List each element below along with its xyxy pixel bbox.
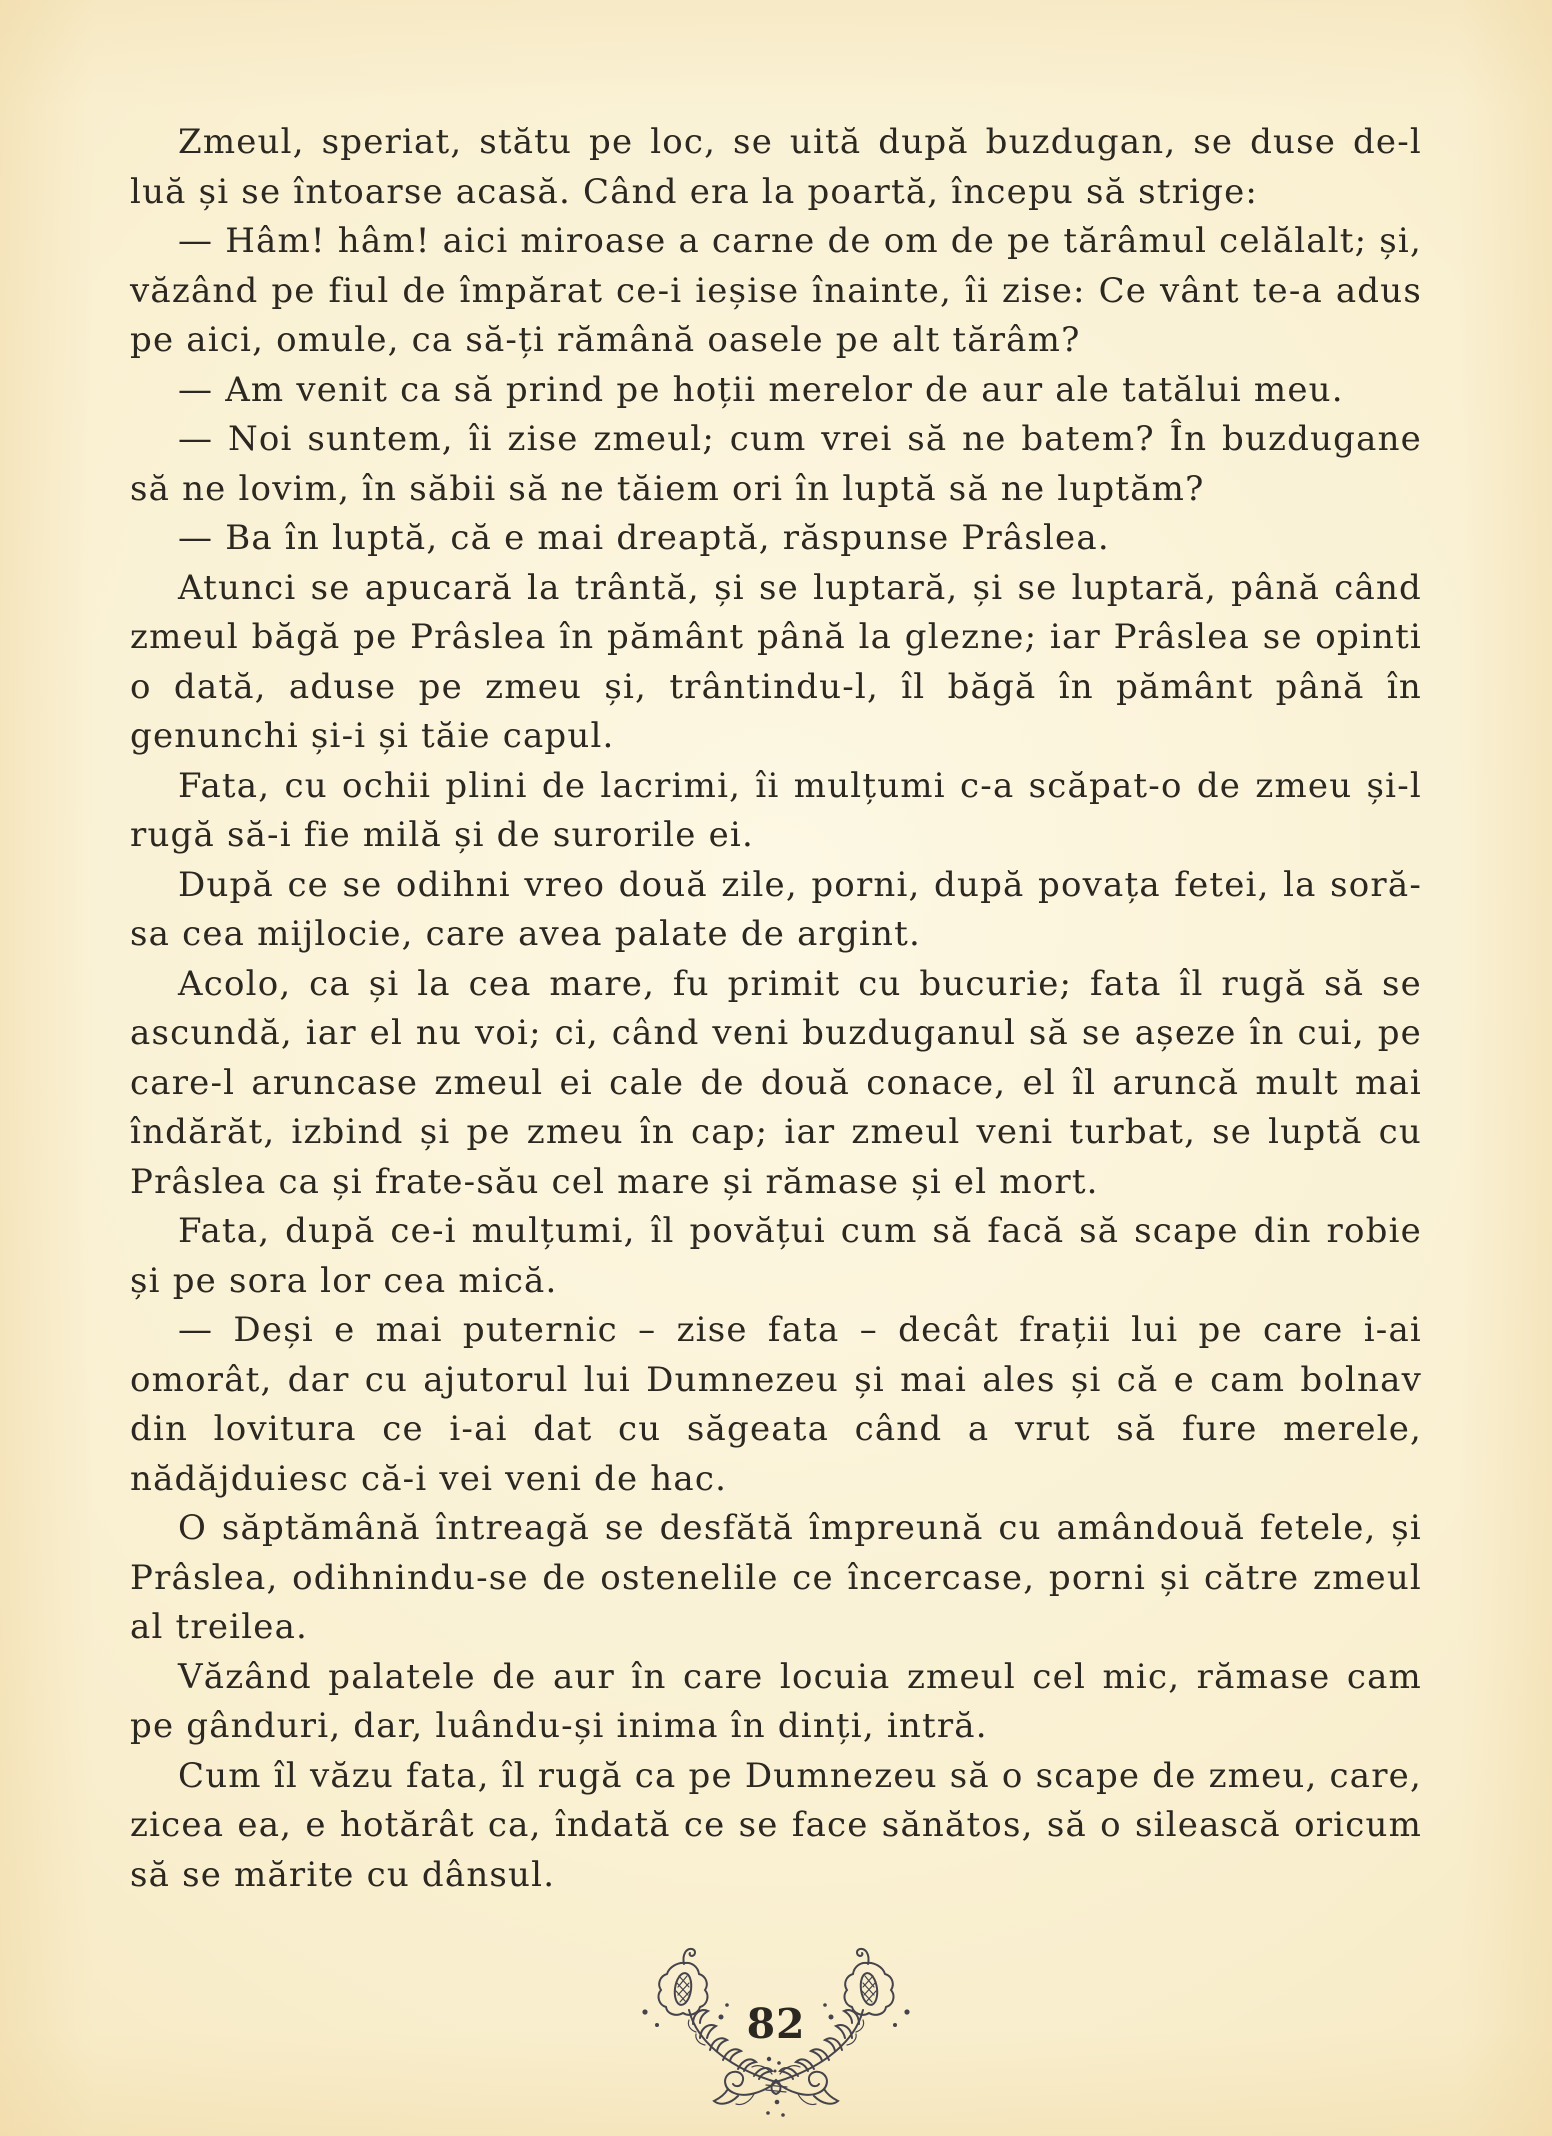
paragraph-10: Fata, după ce-i mulțumi, îl povățui cum să facă să scape din robie și pe sora lor cea mică. (130, 1211, 1422, 1301)
paragraph-4: — Noi suntem, îi zise zmeul; cum vrei să ne batem? În buzdugane să ne lovim, în săbii să ne tăiem ori în luptă să ne luptăm? (130, 419, 1422, 509)
paragraph-5: — Ba în luptă, că e mai dreaptă, răspunse Prâslea. (178, 518, 1110, 558)
paragraph-3: — Am venit ca să prind pe hoții merelor de aur ale tatălui meu. (178, 369, 1344, 410)
ornament-left-branch (642, 1949, 776, 2105)
page-text (130, 118, 1422, 1900)
paragraph-1: Zmeul, speriat, stătu pe loc, se uită după buzdugan, se duse de-l luă și se întoarse acasă. Când era la poartă, începu să strige: (130, 122, 1422, 212)
paragraph-14: Cum îl văzu fata, îl rugă ca pe Dumnezeu să o scape de zmeu, care, zicea ea, e hotărât ca, îndată ce se face sănătos, să o silească oricum să se mărite cu dânsul. (130, 1755, 1422, 1895)
paragraph-12: O săptămână întreagă se desfătă împreună cu amândouă fetele, și Prâslea, odihnindu-se de ostenelile ce încercase, porni și către zmeul al treilea. (130, 1508, 1422, 1647)
floral-wreath-icon (626, 1946, 926, 2136)
paragraph-6: Atunci se apucară la trântă, și se luptară, și se luptară, până când zmeul băgă pe Prâslea în pământ până la glezne; iar Prâslea se opinti o dată, aduse pe zmeu și, trântindu-l, îl băgă în pământ până în genunchi și-i și tăie capul. (130, 567, 1422, 756)
paragraph-11: — Deși e mai puternic – zise fata – decât frații lui pe care i-ai omorât, dar cu ajutorul lui Dumnezeu și mai ales și că e cam bolnav din lovitura ce i-ai dat cu săgeata când a vrut să fure merele, nădăjduiesc că-i vei veni de hac. (130, 1310, 1422, 1499)
ornament-center-knot (766, 2057, 787, 2117)
paragraph-9: Acolo, ca și la cea mare, fu primit cu bucurie; fata îl rugă să se ascundă, iar el nu voi; ci, când veni buzduganul să se așeze în cui, pe care-l aruncase zmeul ei cale de două conace, el îl aruncă mult mai îndărăt, izbind și pe zmeu în cap; iar zmeul veni turbat, se luptă cu Prâslea ca și frate-său cel mare și rămase și el mort. (130, 963, 1422, 1202)
page-number: 82 (746, 2000, 806, 2048)
paragraph-2: — Hâm! hâm! aici miroase a carne de om de pe tărâmul celălalt; și, văzând pe fiul de împărat ce-i ieșise înainte, îi zise: Ce vânt te-a adus pe aici, omule, ca să-ți rămână oasele pe alt tărâm? (130, 221, 1422, 360)
paragraph-8: După ce se odihni vreo două zile, porni, după povața fetei, la soră-sa cea mijlocie, care avea palate de argint. (130, 864, 1422, 954)
paragraph-7: Fata, cu ochii plini de lacrimi, îi mulțumi c-a scăpat-o de zmeu și-l rugă să-i fie milă și de surorile ei. (130, 765, 1422, 855)
ornament-right-branch (776, 1949, 910, 2105)
paragraph-13: Văzând palatele de aur în care locuia zmeul cel mic, rămase cam pe gânduri, dar, luându-și inima în dinți, intră. (130, 1656, 1422, 1746)
